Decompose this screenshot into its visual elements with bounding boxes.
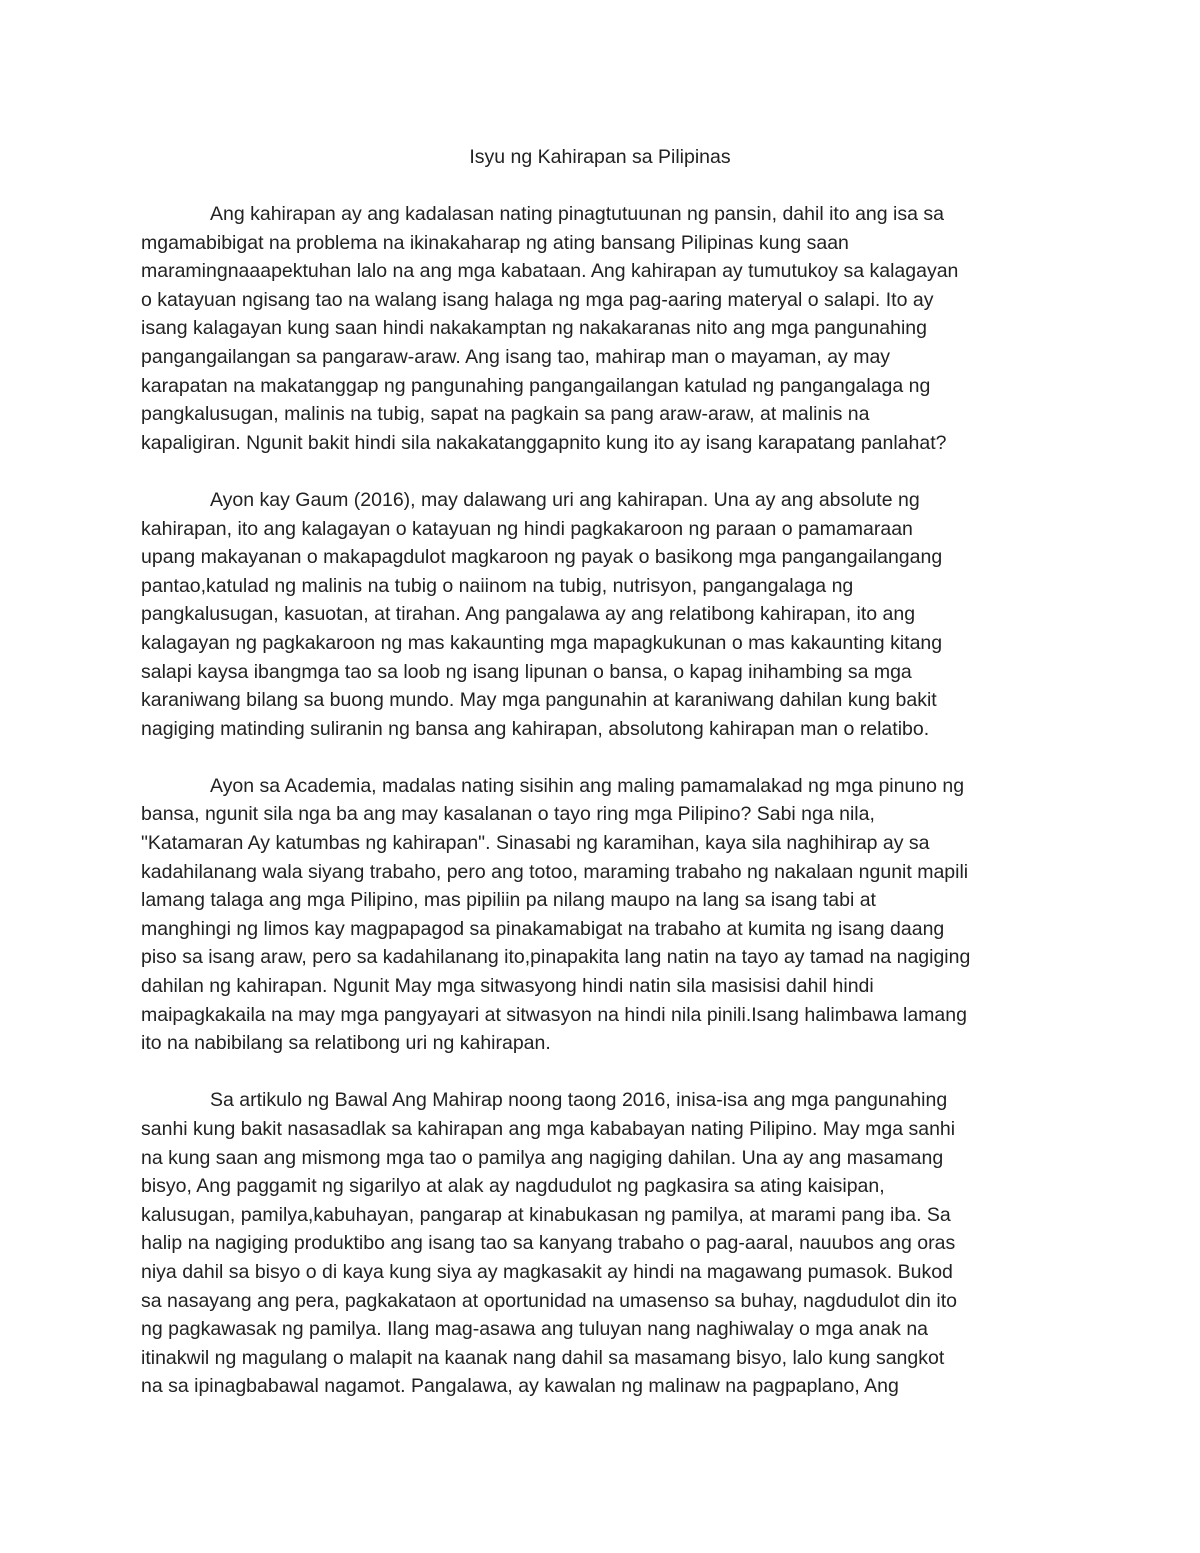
text-line: halip na nagiging produktibo ang isang tao sa kanyang trabaho o pag-aaral, nauubos ang oras bbox=[141, 1232, 956, 1255]
text-line: upang makayanan o makapagdulot magkaroon ng payak o basikong mga pangangailangang bbox=[141, 546, 943, 569]
text-line: lamang talaga ang mga Pilipino, mas pipiliin pa nilang maupo na lang sa isang tabi at bbox=[141, 889, 876, 912]
text-line: maramingnaaapektuhan lalo na ang mga kabataan. Ang kahirapan ay tumutukoy sa kalagayan bbox=[141, 260, 959, 283]
text-line: salapi kaysa ibangmga tao sa loob ng isang lipunan o bansa, o kapag inihambing sa mga bbox=[141, 660, 912, 683]
text-line: kadahilanang wala siyang trabaho, pero ang totoo, maraming trabaho ng nakalaan ngunit mapili bbox=[141, 860, 969, 883]
text-line: sanhi kung bakit nasasadlak sa kahirapan ang mga kababayan nating Pilipino. May mga sanhi bbox=[141, 1118, 956, 1140]
text-line: kapaligiran. Ngunit bakit hindi sila nakakatanggapnito kung ito ay isang karapatang panlahat? bbox=[141, 431, 947, 454]
text-line: o katayuan ngisang tao na walang isang halaga ng mga pag-aaring materyal o salapi. Ito ay bbox=[141, 288, 934, 311]
document-title: Isyu ng Kahirapan sa Pilipinas bbox=[469, 146, 731, 168]
text-line: itinakwil ng magulang o malapit na kaanak nang dahil sa masamang bisyo, lalo kung sangkot bbox=[141, 1346, 945, 1369]
text-line: karapatan na makatanggap ng pangunahing pangangailangan katulad ng pangangalaga ng bbox=[141, 374, 931, 397]
text-line: maipagkakaila na may mga pangyayari at sitwasyon na hindi nila pinili.Isang halimbawa lamang bbox=[141, 1003, 967, 1026]
text-line: pantao,katulad ng malinis na tubig o naiinom na tubig, nutrisyon, pangangalaga ng bbox=[141, 574, 854, 597]
text-line: kahirapan, ito ang kalagayan o katayuan ng hindi pagkakaroon ng paraan o pamamaraan bbox=[141, 517, 913, 540]
paragraph bbox=[141, 200, 1066, 457]
text-line: pangkalusugan, kasuotan, at tirahan. Ang pangalawa ay ang relatibong kahirapan, ito ang bbox=[141, 603, 916, 626]
text-line: bisyo, Ang paggamit ng sigarilyo at alak ay nagdudulot ng pagkasira sa ating kaisipan, bbox=[141, 1175, 885, 1198]
text-line: Ang kahirapan ay ang kadalasan nating pinagtutuunan ng pansin, dahil ito ang isa sa bbox=[210, 203, 944, 225]
text-line: Sa artikulo ng Bawal Ang Mahirap noong taong 2016, inisa-isa ang mga pangunahing bbox=[210, 1089, 948, 1112]
text-line: na sa ipinagbabawal nagamot. Pangalawa, ay kawalan ng malinaw na pagpaplano, Ang bbox=[141, 1375, 899, 1398]
text-line: Ayon kay Gaum (2016), may dalawang uri ang kahirapan. Una ay ang absolute ng bbox=[210, 488, 920, 511]
text-line: "Katamaran Ay katumbas ng kahirapan". Sinasabi ng karamihan, kaya sila naghihirap ay sa bbox=[141, 832, 930, 855]
text-line: piso sa isang araw, pero sa kadahilanang ito,pinapakita lang natin na tayo ay tamad na nagiging bbox=[141, 946, 971, 969]
text-line: niya dahil sa bisyo o di kaya kung siya ay magkasakit ay hindi na magawang pumasok. Bukod bbox=[141, 1260, 953, 1283]
text-line: kalagayan ng pagkakaroon ng mas kakaunting mga mapagkukunan o mas kakaunting kitang bbox=[141, 631, 943, 654]
text-line: na kung saan ang mismong mga tao o pamilya ang nagiging dahilan. Una ay ang masamang bbox=[141, 1146, 944, 1169]
text-line: mgamabibigat na problema na ikinakaharap ng ating bansang Pilipinas kung saan bbox=[141, 231, 849, 254]
paragraph bbox=[141, 1086, 1066, 1401]
paragraph bbox=[141, 772, 1066, 1058]
paragraph bbox=[141, 486, 1066, 743]
text-line: dahilan ng kahirapan. Ngunit May mga sitwasyong hindi natin sila masisisi dahil hindi bbox=[141, 975, 874, 998]
text-line: sa nasayang ang pera, pagkakataon at oportunidad na umasenso sa buhay, nagdudulot din ito bbox=[141, 1289, 958, 1312]
text-line: ito na nabibilang sa relatibong uri ng kahirapan. bbox=[141, 1032, 551, 1055]
text-line: bansa, ngunit sila nga ba ang may kasalanan o tayo ring mga Pilipino? Sabi nga nila, bbox=[141, 803, 875, 826]
text-line: pangangailangan sa pangaraw-araw. Ang isang tao, mahirap man o mayaman, ay may bbox=[141, 345, 891, 368]
text-line: kalusugan, pamilya,kabuhayan, pangarap at kinabukasan ng pamilya, at marami pang iba. Sa bbox=[141, 1203, 951, 1226]
text-line: manghingi ng limos kay magpapagod sa pinakamabigat na trabaho at kumita ng isang daang bbox=[141, 917, 945, 940]
text-line: ng pagkawasak ng pamilya. Ilang mag-asawa ang tuluyan nang naghiwalay o mga anak na bbox=[141, 1318, 929, 1341]
text-line: pangkalusugan, malinis na tubig, sapat na pagkain sa pang araw-araw, at malinis na bbox=[141, 403, 870, 426]
document-body bbox=[141, 200, 1066, 1430]
text-line: isang kalagayan kung saan hindi nakakamptan ng nakakaranas nito ang mga pangunahing bbox=[141, 317, 927, 340]
text-line: nagiging matinding suliranin ng bansa ang kahirapan, absolutong kahirapan man o relatibo. bbox=[141, 717, 930, 740]
text-line: Ayon sa Academia, madalas nating sisihin ang maling pamamalakad ng mga pinuno ng bbox=[210, 774, 965, 797]
text-line: karaniwang bilang sa buong mundo. May mga pangunahin at karaniwang dahilan kung bakit bbox=[141, 689, 937, 712]
